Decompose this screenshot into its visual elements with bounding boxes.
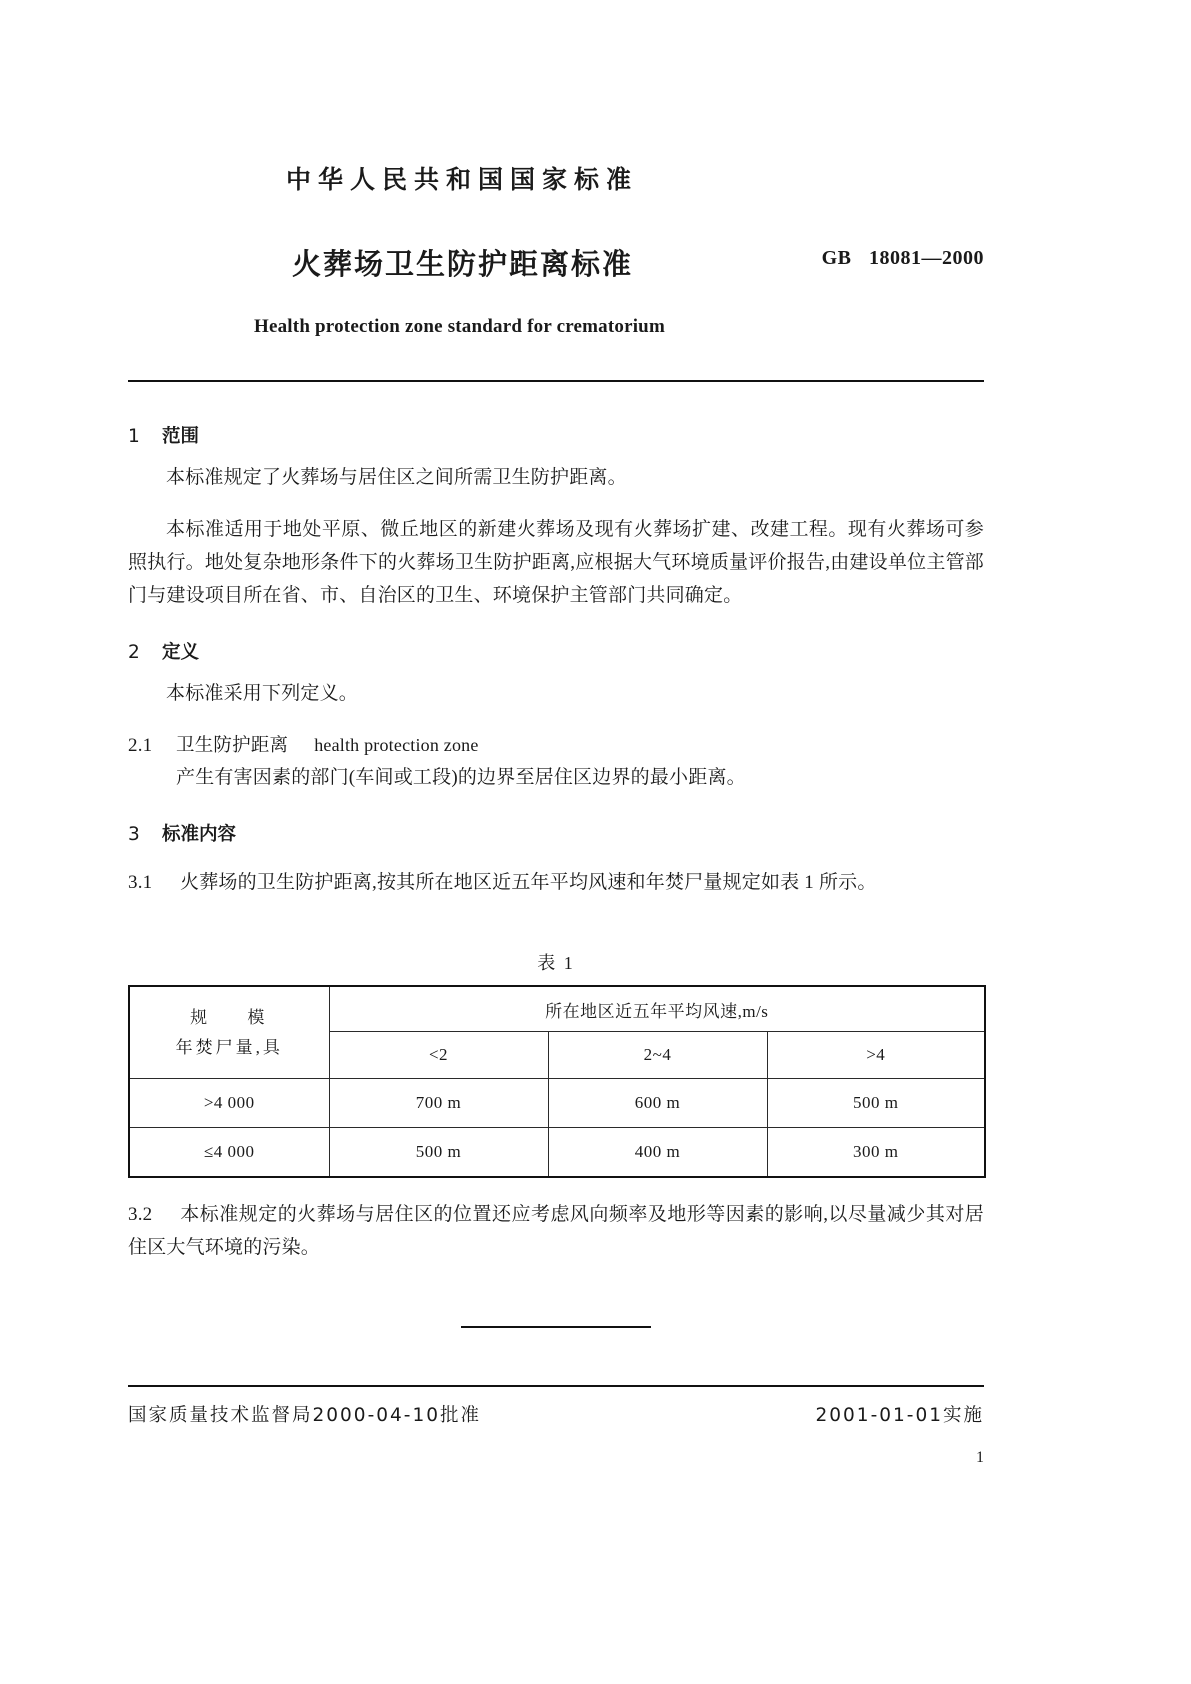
footer-approval-text: 国家质量技术监督局2000-04-10批准 bbox=[128, 1405, 482, 1426]
end-of-text-divider bbox=[461, 1326, 651, 1328]
clause-1-title: 范围 bbox=[162, 426, 200, 447]
table-row-1-cell-1: 700 m bbox=[329, 1079, 548, 1128]
table-col-header-2: 2~4 bbox=[548, 1032, 767, 1079]
clause-3-2-number: 3.2 bbox=[128, 1204, 153, 1225]
clause-2-1-heading bbox=[128, 729, 984, 762]
table-stub-line-1: 规 模 bbox=[190, 1007, 283, 1027]
clause-3-number: 3 bbox=[128, 824, 140, 845]
standard-code bbox=[822, 247, 984, 270]
clause-2-1-definition: 产生有害因素的部门(车间或工段)的边界至居住区边界的最小距离。 bbox=[176, 767, 746, 788]
table-row-2-cell-2: 400 m bbox=[548, 1128, 767, 1178]
clause-1-paragraph-2: 本标准适用于地处平原、微丘地区的新建火葬场及现有火葬场扩建、改建工程。现有火葬场可参照执行。地处复杂地形条件下的火葬场卫生防护距离,应根据大气环境质量评价报告,由建设单位主管部门与建设项目所在省、市、自治区的卫生、环境保护主管部门共同确定。 bbox=[128, 519, 984, 606]
clause-3-1-number: 3.1 bbox=[128, 872, 153, 893]
header-divider bbox=[128, 380, 984, 382]
table-stub-header bbox=[129, 986, 329, 1079]
clause-3-2-text: 本标准规定的火葬场与居住区的位置还应考虑风向频率及地形等因素的影响,以尽量减少其对居住区大气环境的污染。 bbox=[128, 1204, 984, 1258]
footer-row bbox=[128, 1401, 984, 1427]
standard-organization-title: 中华人民共和国国家标准 bbox=[286, 165, 639, 194]
page-footer bbox=[128, 1385, 984, 1467]
clause-2-heading bbox=[128, 638, 984, 664]
table-row-2-cell-1: 500 m bbox=[329, 1128, 548, 1178]
english-title: Health protection zone standard for crematorium bbox=[254, 316, 665, 337]
table-row-1-label: >4 000 bbox=[129, 1079, 329, 1128]
table-col-header-3: >4 bbox=[767, 1032, 985, 1079]
clause-1-heading bbox=[128, 422, 984, 448]
standard-code-prefix: GB bbox=[821, 247, 852, 269]
clause-3-1-paragraph bbox=[128, 866, 984, 899]
clause-2-number: 2 bbox=[128, 642, 140, 663]
page-content bbox=[128, 0, 984, 1328]
table-row-1-cell-3: 500 m bbox=[767, 1079, 985, 1128]
table-group-header: 所在地区近五年平均风速,m/s bbox=[329, 986, 985, 1032]
table-caption: 表 1 bbox=[537, 953, 575, 973]
clause-2-1-number: 2.1 bbox=[128, 735, 153, 756]
clause-2-paragraph-1: 本标准采用下列定义。 bbox=[166, 683, 359, 704]
clause-1-paragraph-1: 本标准规定了火葬场与居住区之间所需卫生防护距离。 bbox=[166, 467, 627, 488]
table-col-header-1: <2 bbox=[329, 1032, 548, 1079]
footer-divider bbox=[128, 1385, 984, 1387]
clause-1-number: 1 bbox=[128, 426, 140, 447]
table-stub-line-2: 年焚尸量,具 bbox=[175, 1037, 283, 1057]
table-row-1-cell-2: 600 m bbox=[548, 1079, 767, 1128]
page-number: 1 bbox=[976, 1449, 984, 1466]
table-row bbox=[129, 1079, 985, 1128]
clause-2-1-term-chinese: 卫生防护距离 bbox=[176, 735, 289, 756]
table-row-2-cell-3: 300 m bbox=[767, 1128, 985, 1178]
document-body bbox=[128, 422, 984, 1328]
clause-3-heading bbox=[128, 820, 984, 846]
document-title: 火葬场卫生防护距离标准 bbox=[292, 247, 634, 281]
protection-distance-table bbox=[128, 985, 986, 1178]
clause-2-title: 定义 bbox=[162, 642, 200, 663]
footer-effective-date: 2001-01-01实施 bbox=[815, 1405, 984, 1426]
title-row bbox=[128, 242, 984, 280]
clause-3-title: 标准内容 bbox=[162, 824, 237, 845]
clause-2-1-term-english: health protection zone bbox=[314, 735, 479, 755]
clause-3-2-paragraph bbox=[128, 1198, 984, 1264]
standard-code-number: 18081—2000 bbox=[869, 247, 984, 269]
table-row-2-label: ≤4 000 bbox=[129, 1128, 329, 1178]
table-header-row-1 bbox=[129, 986, 985, 1032]
table-row bbox=[129, 1128, 985, 1178]
clause-3-1-text: 火葬场的卫生防护距离,按其所在地区近五年平均风速和年焚尸量规定如表 1 所示。 bbox=[180, 872, 877, 893]
